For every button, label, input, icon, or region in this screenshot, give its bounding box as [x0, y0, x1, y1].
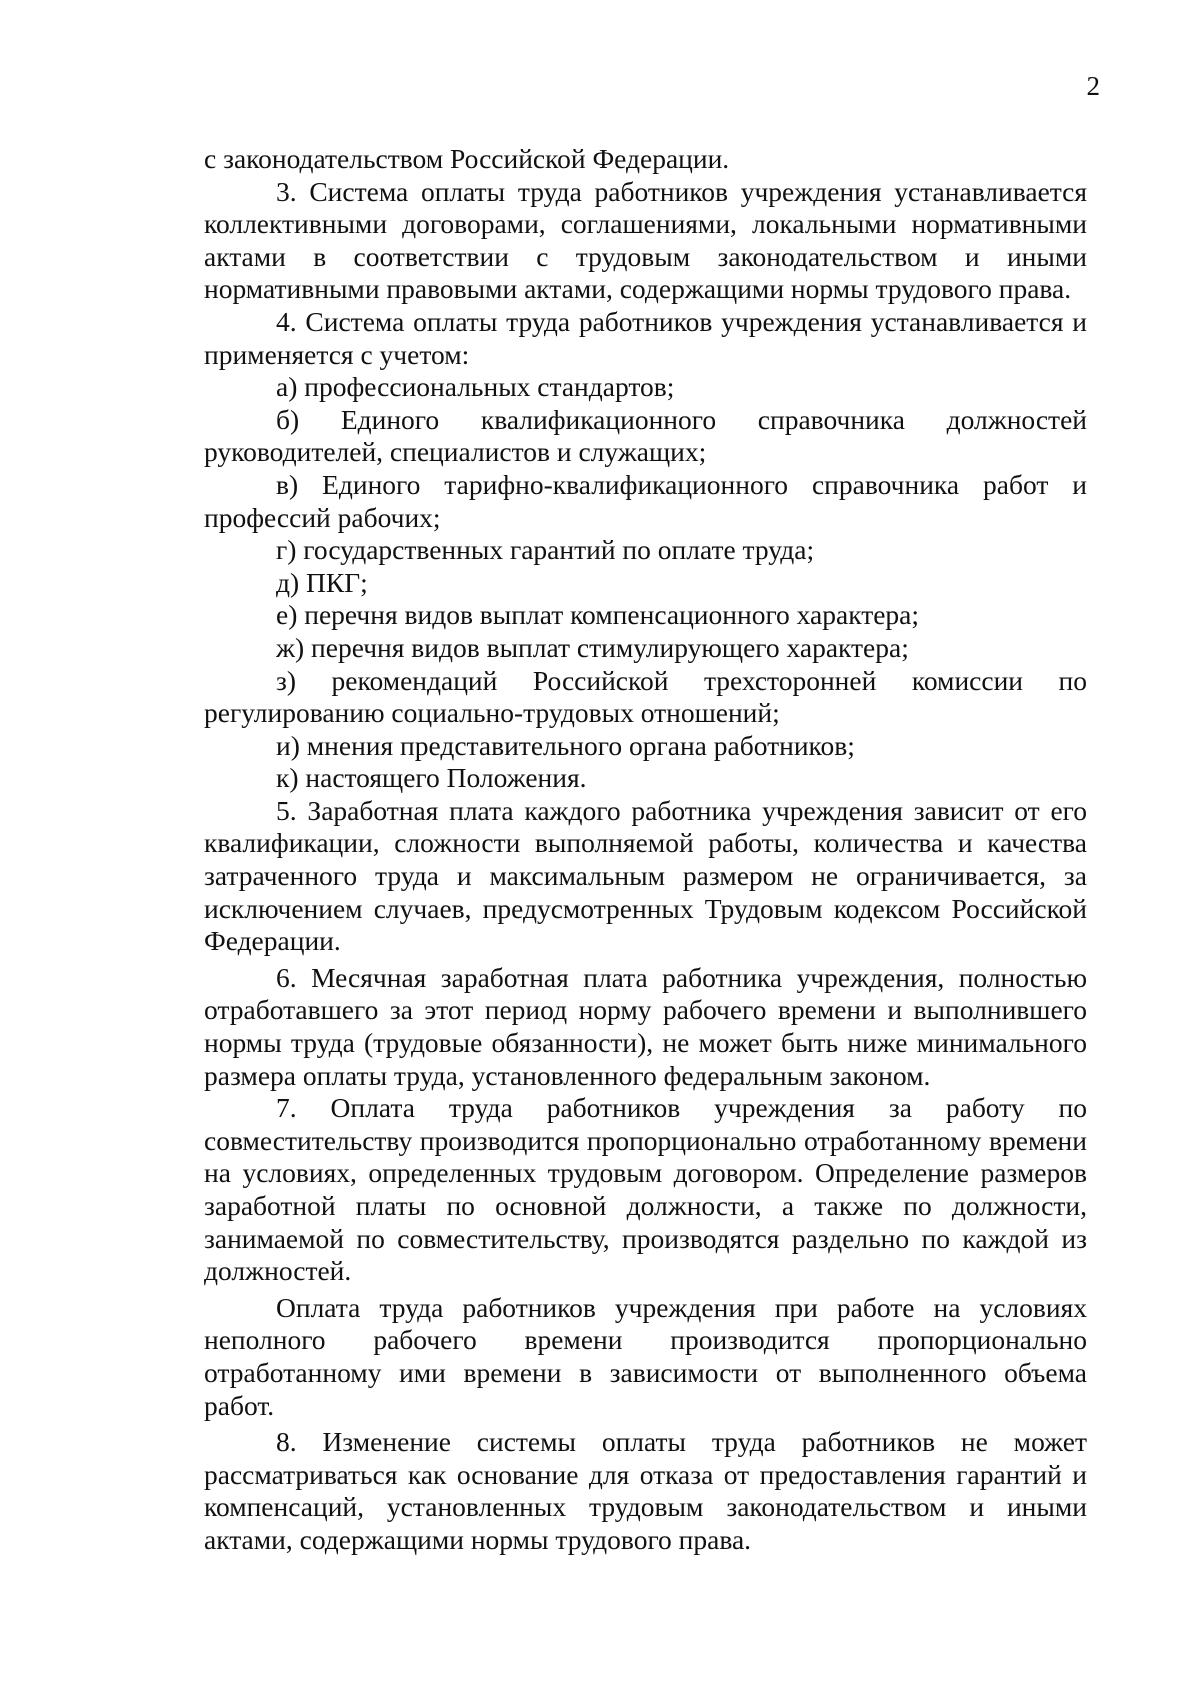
list-item-z: з) рекомендаций Российской трехсторонней комиссии по регулированию социально-трудовых отношений;	[204, 664, 1087, 729]
list-item-a: а) профессиональных стандартов;	[276, 371, 675, 403]
paragraph-item-5: 5. Заработная плата каждого работника учреждения зависит от его квалификации, сложности выполняемой работы, количества и качества затраченного труда и максимальным размером не ограничивается, за исключением случаев, предусмотренных Трудовым кодексом Российской Федерации.	[204, 794, 1087, 957]
list-item-i: и) мнения представительного органа работников;	[276, 729, 855, 761]
list-item-b: б) Единого квалификационного справочника должностей руководителей, специалистов и служащих;	[204, 403, 1087, 468]
document-body	[204, 143, 1087, 1557]
list-item-k: к) настоящего Положения.	[276, 762, 587, 794]
paragraph-item-3: 3. Система оплаты труда работников учреждения устанавливается коллективными договорами, соглашениями, локальными нормативными актами в соответствии с трудовым законодательством и иными нормативными правовыми актами, содержащими нормы трудового права.	[204, 175, 1087, 305]
paragraph-item-8: 8. Изменение системы оплаты труда работников не может рассматриваться как основание для отказа от предоставления гарантий и компенсаций, установленных трудовым законодательством и иными актами, содержащими нормы трудового права.	[204, 1426, 1087, 1555]
page-number: 2	[1086, 71, 1100, 101]
paragraph-continuation: с законодательством Российской Федерации.	[204, 143, 730, 174]
list-item-e: е) перечня видов выплат компенсационного характера;	[276, 599, 920, 631]
paragraph-item-7: 7. Оплата труда работников учреждения за работу по совместительству производится пропорционально отработанному времени на условиях, определенных трудовым договором. Определение размеров заработной платы по основной должности, а также по должности, занимаемой по совместительству, производятся раздельно по каждой из должностей.	[204, 1092, 1087, 1287]
list-item-g: г) государственных гарантий по оплате труда;	[276, 534, 815, 566]
list-item-zh: ж) перечня видов выплат стимулирующего характера;	[276, 631, 909, 663]
paragraph-item-6: 6. Месячная заработная плата работника учреждения, полностью отработавшего за этот период норму рабочего времени и выполнившего нормы труда (трудовые обязанности), не может быть ниже минимального размера оплаты труда, установленного федеральным законом.	[204, 961, 1087, 1091]
list-item-v: в) Единого тарифно-квалификационного справочника работ и профессий рабочих;	[204, 468, 1087, 533]
paragraph-item-7-part-time: Оплата труда работников учреждения при работе на условиях неполного рабочего времени производится пропорционально отработанному ими времени в зависимости от выполненного объема работ.	[204, 1291, 1087, 1421]
list-item-d: д) ПКГ;	[276, 566, 368, 598]
paragraph-item-4: 4. Система оплаты труда работников учреждения устанавливается и применяется с учетом:	[204, 305, 1087, 370]
